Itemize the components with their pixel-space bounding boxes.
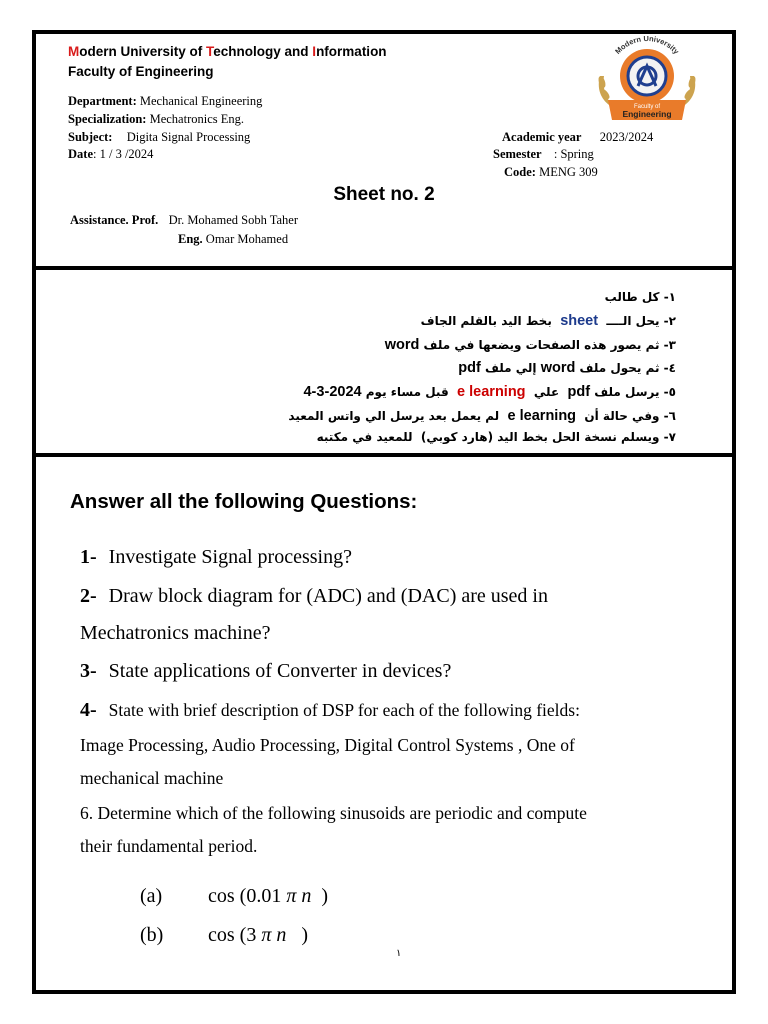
part-a-label: (a)	[140, 885, 163, 907]
university-name-part: M	[68, 44, 80, 59]
instruction-number: ٤	[668, 361, 676, 375]
instruction-text: لم يعمل بعد يرسل الي واتس المعيد	[288, 409, 508, 423]
university-name	[68, 44, 387, 59]
code-value: MENG 309	[539, 165, 598, 179]
date-line	[68, 147, 153, 162]
university-name-part: odern University of	[79, 44, 207, 59]
instruction-line	[421, 313, 676, 329]
instruction-text: word	[540, 360, 576, 376]
part-b-expr-post: )	[286, 924, 309, 946]
instruction-text: - ويسلم نسخة الحل بخط اليد (هارد كوبي) للمعيد في مكتبه	[316, 430, 669, 444]
code-label: Code:	[504, 165, 536, 179]
part-b-expression	[208, 924, 308, 947]
question-3	[80, 660, 451, 683]
question-1-number: 1-	[80, 546, 97, 568]
code-line	[504, 165, 598, 180]
specialization-value: Mechatronics Eng.	[149, 112, 245, 126]
semester-label: Semester	[493, 147, 542, 161]
page-number: ١	[396, 948, 402, 959]
instruction-text: e learning	[457, 384, 526, 400]
question-4	[80, 699, 580, 722]
subject-label: Subject:	[68, 130, 113, 144]
instruction-text: - يحل الــــ	[598, 314, 669, 328]
part-a-expr-symbol: π n	[286, 885, 312, 907]
instruction-text: قبل مساء يوم	[361, 385, 458, 399]
faculty-logo-icon	[594, 36, 700, 122]
question-3-number: 3-	[80, 660, 97, 682]
instruction-text: - كل طالب	[604, 290, 669, 304]
instruction-text: 2024-3-4	[303, 384, 362, 400]
university-name-part: T	[206, 44, 214, 59]
subject-line	[68, 130, 250, 145]
instruction-line	[385, 337, 676, 353]
question-2-number: 2-	[80, 585, 97, 607]
question-1	[80, 546, 352, 569]
instruction-number: ٣	[668, 338, 676, 352]
subject-value: Digita Signal Processing	[126, 130, 251, 144]
question-2	[80, 585, 548, 608]
question-2-text: Draw block diagram for (ADC) and (DAC) are used in	[108, 585, 548, 607]
question-4-continued-2: mechanical machine	[80, 768, 224, 788]
part-a-expr-post: )	[311, 885, 329, 907]
faculty-name: Faculty of Engineering	[68, 64, 214, 79]
sheet-title: Sheet no. 2	[333, 184, 435, 205]
instruction-text: pdf	[458, 360, 481, 376]
question-4-number: 4-	[80, 699, 97, 721]
eng-label: Eng.	[178, 232, 203, 246]
department-line	[68, 94, 262, 109]
instruction-text: بخط اليد بالقلم الجاف	[420, 314, 561, 328]
specialization-label: Specialization:	[68, 112, 147, 126]
instruction-text: - ثم يحول ملف	[575, 361, 669, 375]
question-3-text: State applications of Converter in devices?	[108, 660, 452, 682]
department-label: Department:	[68, 94, 137, 108]
part-a-expression	[208, 885, 328, 908]
instruction-line	[605, 290, 676, 304]
logo-ribbon-line2: Engineering	[622, 109, 672, 119]
university-name-part: I	[312, 44, 317, 59]
assistance-value: Dr. Mohamed Sobh Taher	[168, 213, 298, 227]
question-4-continued-1: Image Processing, Audio Processing, Digital Control Systems , One of	[80, 735, 575, 755]
question-6-line-1: 6. Determine which of the following sinusoids are periodic and compute	[80, 803, 587, 823]
date-value: : 1 / 3 /2024	[93, 147, 154, 161]
instruction-text: e learning	[507, 408, 577, 424]
instruction-number: ٧	[668, 430, 676, 444]
question-6-line-2: their fundamental period.	[80, 836, 258, 856]
part-b-expr-pre: cos (3	[208, 924, 262, 946]
part-b-label: (b)	[140, 924, 164, 946]
question-1-text: Investigate Signal processing?	[108, 546, 352, 568]
part-a-expr-pre: cos (0.01	[208, 885, 287, 907]
assistance-label: Assistance. Prof.	[70, 213, 159, 227]
eng-value: Omar Mohamed	[205, 232, 289, 246]
semester-value: : Spring	[553, 147, 594, 161]
instruction-text: - يرسل ملف	[590, 385, 669, 399]
instruction-text: - ثم يصور هذه الصفحات ويضعها في ملف	[419, 338, 669, 352]
part-b-expr-symbol: π n	[261, 924, 287, 946]
instruction-line	[317, 430, 676, 444]
instruction-text: sheet	[560, 313, 599, 329]
university-name-part: nformation	[316, 44, 387, 59]
assistance-line	[70, 213, 298, 228]
instruction-text: إلي ملف	[480, 361, 541, 375]
question-2-continued: Mechatronics machine?	[80, 622, 271, 644]
academic-year-line	[502, 130, 653, 145]
instruction-text: - وفي حالة أن	[576, 409, 669, 423]
instruction-text: word	[384, 337, 420, 353]
university-name-part: echnology and	[213, 44, 313, 59]
instructions-divider	[36, 453, 732, 457]
instruction-number: ١	[668, 290, 676, 304]
instruction-number: ٥	[668, 385, 676, 399]
date-label: Date	[68, 147, 93, 161]
question-4-text: State with brief description of DSP for each of the following fields:	[108, 700, 580, 720]
header-divider	[36, 266, 732, 270]
academic-year-label: Academic year	[502, 130, 582, 144]
academic-year-value: 2023/2024	[599, 130, 654, 144]
logo-top-text: Modern University	[613, 36, 681, 56]
instruction-number: ٢	[668, 314, 676, 328]
instruction-line	[458, 360, 676, 376]
eng-line	[178, 232, 288, 247]
logo-ribbon-line1: Faculty of	[633, 104, 661, 110]
department-value: Mechanical Engineering	[139, 94, 263, 108]
semester-line	[493, 147, 594, 162]
instruction-line	[288, 408, 676, 424]
specialization-line	[68, 112, 244, 127]
instruction-number: ٦	[668, 409, 676, 423]
instruction-line	[303, 384, 676, 400]
instruction-text: pdf	[567, 384, 591, 400]
instruction-text: علي	[525, 385, 568, 399]
questions-heading: Answer all the following Questions:	[70, 490, 418, 513]
